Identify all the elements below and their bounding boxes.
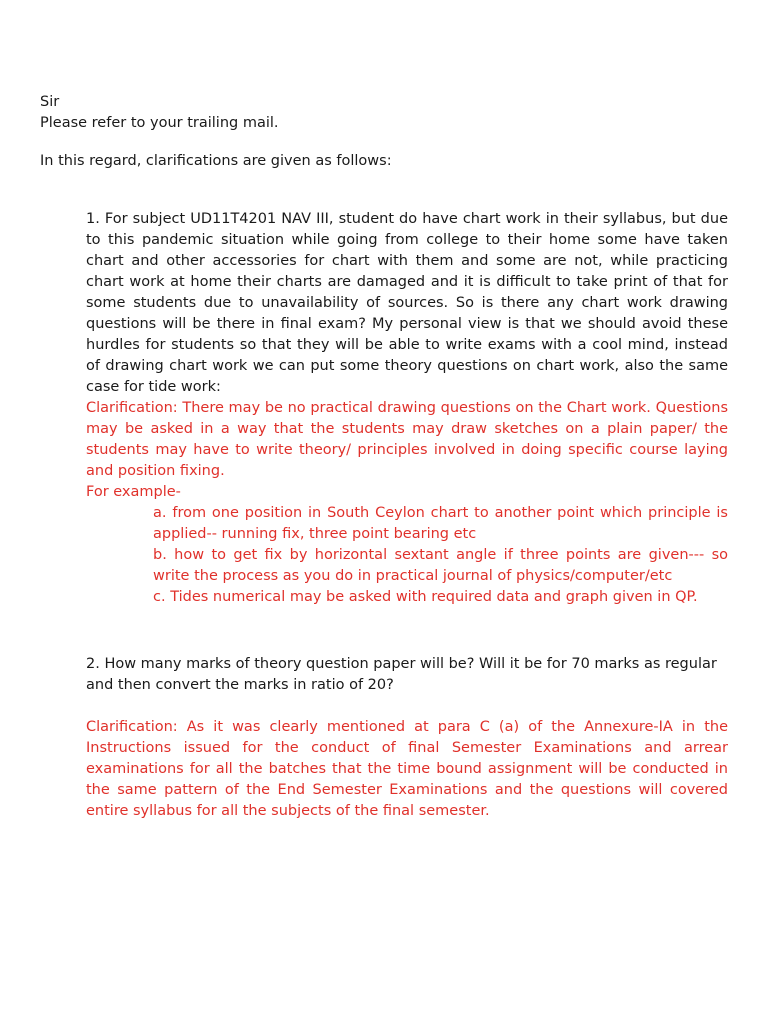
clarification-2-text: Clarification: As it was clearly mentioned at para C (a) of the Annexure-IA in the Instructions issued for the conduct of final Semester Examinations and arrear examinations for all the batches that the time bound assignment will be conducted in the same pattern of the End Semester Examinations and the questions will covered entire syllabus for all the subjects of the final semester. <box>86 719 728 819</box>
example-list <box>153 503 728 608</box>
clarification-1-text: Clarification: There may be no practical drawing questions on the Chart work. Questions may be asked in a way that the students may draw sketches on a plain paper/ the students may have to write theory/ principles involved in doing specific course laying and position fixing. <box>86 400 728 479</box>
paragraph-gap <box>86 696 728 717</box>
question-item-1 <box>86 209 728 608</box>
example-item: c. Tides numerical may be asked with required data and graph given in QP. <box>153 589 698 605</box>
salutation-block <box>40 92 740 134</box>
example-item: a. from one position in South Ceylon chart to another point which principle is applied-- running fix, three point bearing etc <box>153 505 728 542</box>
intro-line: In this regard, clarifications are given as follows: <box>40 153 392 169</box>
opening-line: Please refer to your trailing mail. <box>40 115 279 131</box>
intro-block <box>40 151 740 172</box>
example-item: b. how to get fix by horizontal sextant angle if three points are given--- so write the process as you do in practical journal of physics/computer/etc <box>153 547 728 584</box>
question-1-text: 1. For subject UD11T4201 NAV III, student do have chart work in their syllabus, but due to this pandemic situation while going from college to their home some have taken chart and other accessories for chart with them and some are not, while practicing chart work at home their charts are damaged and it is difficult to take print of that for some students due to unavailability of sources. So is there any chart work drawing questions will be there in final exam? My personal view is that we should avoid these hurdles for students so that they will be able to write exams with a cool mind, instead of drawing chart work we can put some theory questions on chart work, also the same case for tide work: <box>86 211 728 395</box>
example-heading: For example- <box>86 484 181 500</box>
question-2-text: 2. How many marks of theory question paper will be? Will it be for 70 marks as regular and then convert the marks in ratio of 20? <box>86 656 717 693</box>
question-item-2 <box>86 654 728 822</box>
salutation: Sir <box>40 94 60 110</box>
